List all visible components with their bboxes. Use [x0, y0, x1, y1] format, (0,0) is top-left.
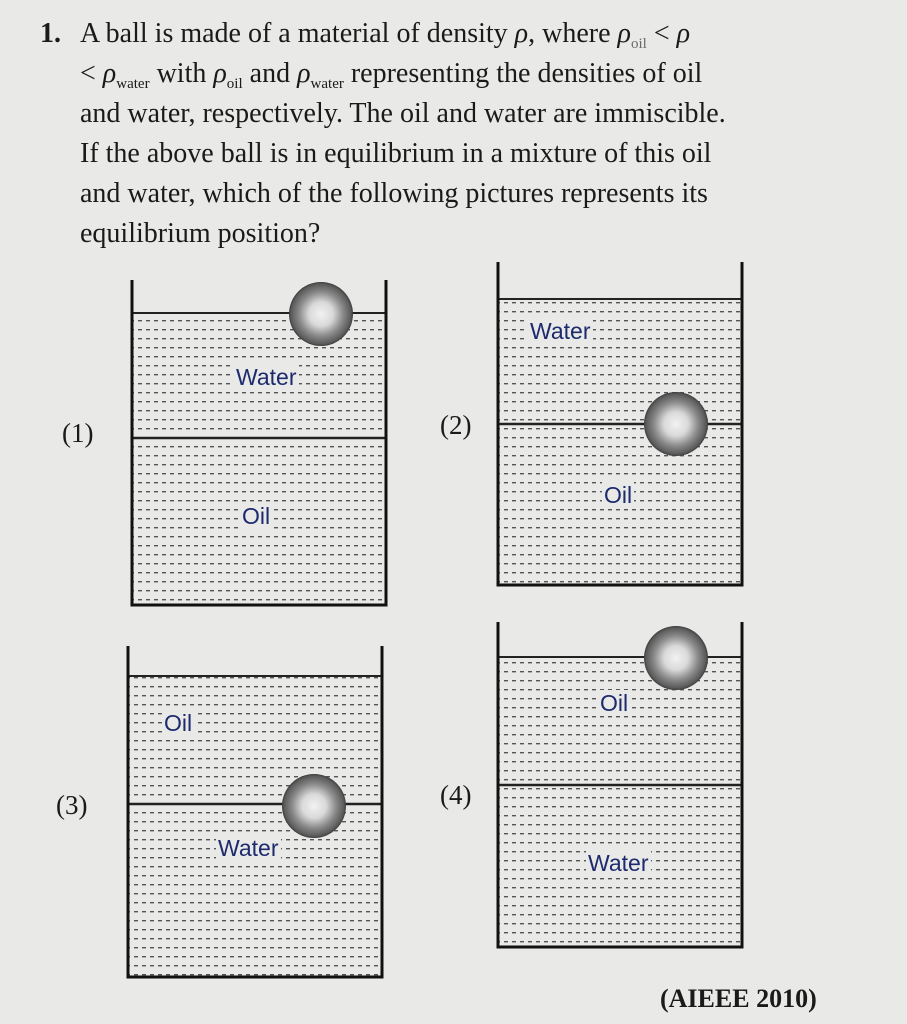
- option-1-diagram: [128, 280, 390, 610]
- question-line-2: < $\rho_{water}$ with $\rho_{oil}$ and $\rho_{water}$ representing the densities of oil: [80, 58, 703, 92]
- option-2-label: (2): [440, 410, 472, 440]
- oil-label: Oil: [600, 690, 629, 716]
- option-2-beaker: [494, 262, 746, 590]
- option-3-beaker: [124, 646, 386, 982]
- question-line-1: A ball is made of a material of density ρ, where $\rho_{oil} < \rho$: [80, 18, 691, 52]
- water-label: Water: [530, 318, 591, 344]
- question-number: 1.: [40, 18, 61, 49]
- ball: [644, 626, 708, 690]
- water-label: Water: [218, 835, 279, 861]
- option-4-beaker: [494, 622, 746, 952]
- source-citation: (AIEEE 2010): [660, 984, 817, 1013]
- option-1-beaker: [128, 280, 390, 610]
- ball: [289, 282, 353, 346]
- oil-label: Oil: [164, 710, 193, 736]
- option-3-label: (3): [56, 790, 88, 820]
- option-4-label: (4): [440, 780, 472, 810]
- question-line-6: equilibrium position?: [80, 218, 321, 249]
- question-line-4: If the above ball is in equilibrium in a mixture of this oil: [80, 138, 712, 169]
- oil-label: Oil: [242, 503, 271, 529]
- question-line-3: and water, respectively. The oil and water are immiscible.: [80, 98, 726, 129]
- water-label: Water: [236, 364, 297, 390]
- oil-label: Oil: [604, 482, 633, 508]
- question-line-5: and water, which of the following pictures represents its: [80, 178, 708, 209]
- option-3-diagram: [124, 646, 386, 982]
- option-4-diagram: [494, 622, 746, 952]
- ball: [644, 392, 708, 456]
- option-2-diagram: [494, 262, 746, 590]
- ball: [282, 774, 346, 838]
- option-1-label: (1): [62, 418, 94, 448]
- water-label: Water: [588, 850, 649, 876]
